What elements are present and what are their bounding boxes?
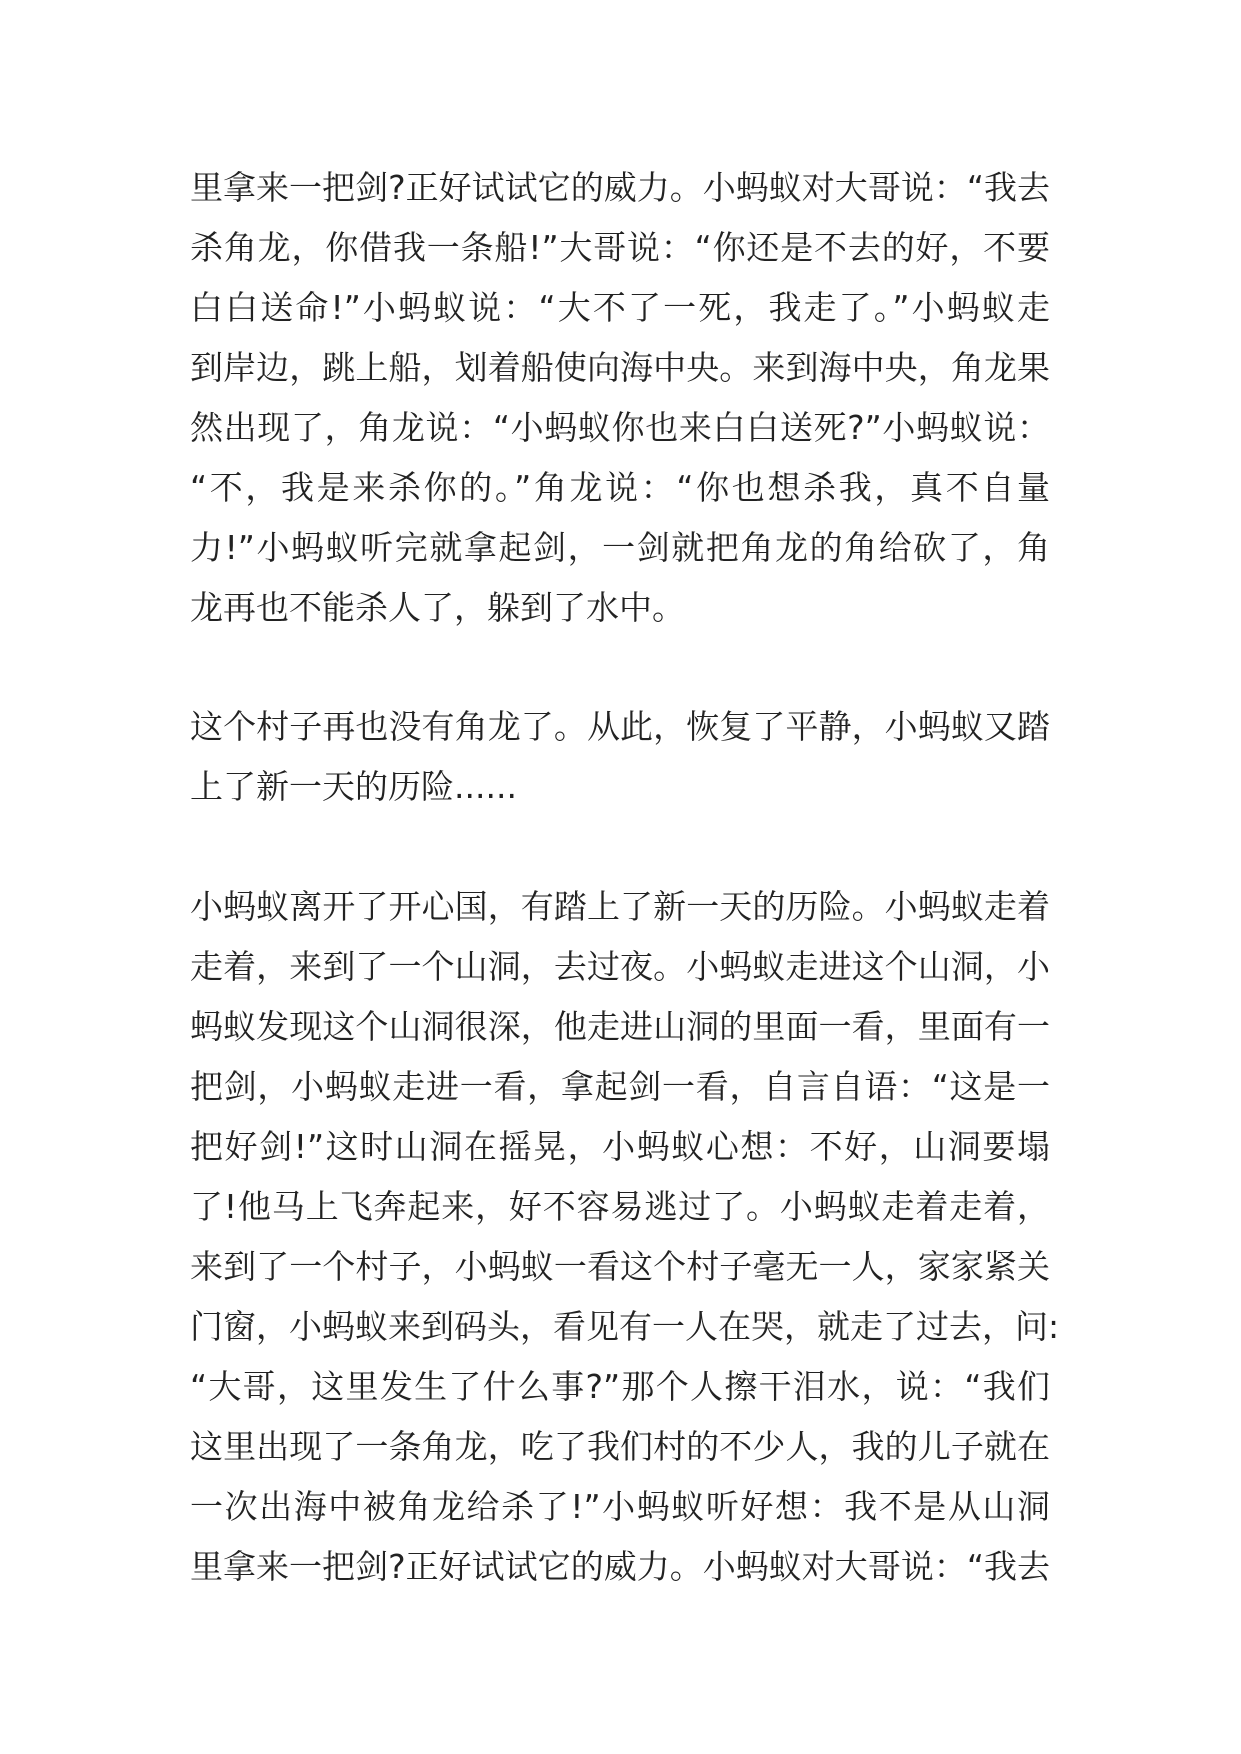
text-line: 里拿来一把剑?正好试试它的威力。小蚂蚁对大哥说：“我去 [190,168,1050,207]
text-line: “不，我是来杀你的。”角龙说：“你也想杀我，真不自量 [190,468,1050,507]
text-line: 来到了一个村子，小蚂蚁一看这个村子毫无一人，家家紧关 [190,1247,1050,1286]
text-line: 杀角龙，你借我一条船!”大哥说：“你还是不去的好，不要 [190,228,1050,267]
text-line: 力!”小蚂蚁听完就拿起剑，一剑就把角龙的角给砍了，角 [190,528,1050,567]
paragraph [190,158,1050,638]
text-line: “大哥，这里发生了什么事?”那个人擦干泪水，说：“我们 [190,1367,1050,1406]
text-line: 里拿来一把剑?正好试试它的威力。小蚂蚁对大哥说：“我去 [190,1547,1050,1586]
text-line: 蚂蚁发现这个山洞很深，他走进山洞的里面一看，里面有一 [190,1007,1050,1046]
text-line: 一次出海中被角龙给杀了!”小蚂蚁听好想：我不是从山洞 [190,1487,1050,1526]
text-line: 走着，来到了一个山洞，去过夜。小蚂蚁走进这个山洞，小 [190,947,1050,986]
text-line: 然出现了，角龙说：“小蚂蚁你也来白白送死?”小蚂蚁说： [190,408,1050,447]
text-line: 小蚂蚁离开了开心国，有踏上了新一天的历险。小蚂蚁走着 [190,887,1050,926]
text-line: 上了新一天的历险...... [190,767,517,806]
text-line: 了!他马上飞奔起来，好不容易逃过了。小蚂蚁走着走着， [190,1187,1050,1226]
text-line: 龙再也不能杀人了，躲到了水中。 [190,588,685,627]
paragraph [190,697,1050,817]
text-line: 白白送命!”小蚂蚁说：“大不了一死，我走了。”小蚂蚁走 [190,288,1050,327]
text-line: 到岸边，跳上船，划着船使向海中央。来到海中央，角龙果 [190,348,1050,387]
text-line: 把好剑!”这时山洞在摇晃，小蚂蚁心想：不好，山洞要塌 [190,1127,1050,1166]
text-line: 门窗，小蚂蚁来到码头，看见有一人在哭，就走了过去，问: [190,1307,1060,1346]
paragraph [190,877,1060,1597]
text-line: 这里出现了一条角龙，吃了我们村的不少人，我的儿子就在 [190,1427,1050,1466]
text-line: 把剑，小蚂蚁走进一看，拿起剑一看，自言自语：“这是一 [190,1067,1050,1106]
text-line: 这个村子再也没有角龙了。从此，恢复了平静，小蚂蚁又踏 [190,707,1050,746]
